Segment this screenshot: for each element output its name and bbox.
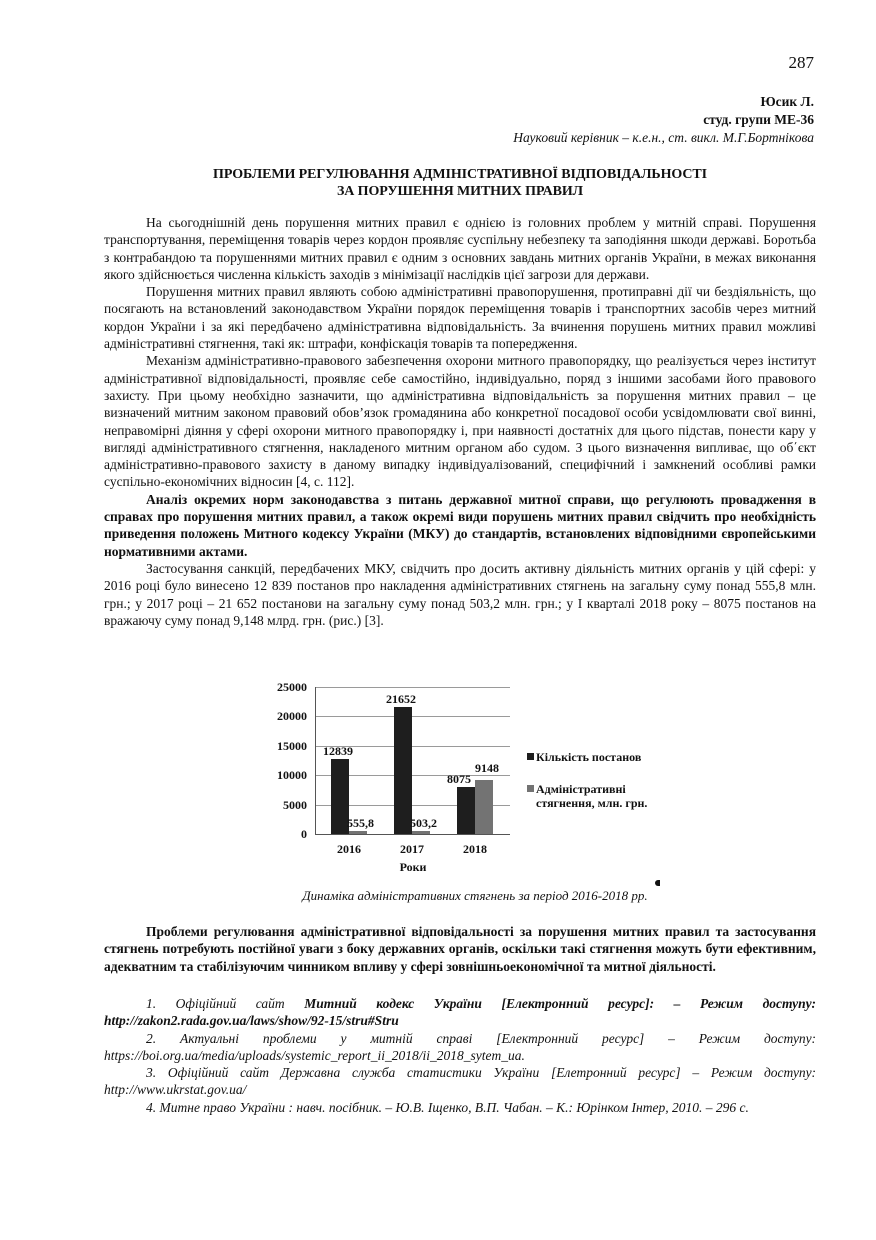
author-name: Юсик Л. xyxy=(760,94,814,109)
paragraph: Механізм адміністративно-правового забезпечення охорони митного правопорядку, що реалізується через інститут адміністративної відповідальності, проявляє себе самостійно, індивідуально, поряд з іншими засобами його правового захисту. При цьому необхідно зазначити, що адміністративна відповідальність за порушення митних правил – це визначений митним законом правовий обов’язок громадянина або конкретної посадової особи усвідомлювати свої винні, неправомірні діяння у сфері охорони митного правопорядку і, при наявності достатніх для цього підстав, понести кару у вигляді адміністративного стягнення, накладеного митним органом або судом. З цього визначення випливає, що об΄єкт адміністративно-правового захисту в даному випадку індивідуалізований, специфічний і замкнений особливі рамки суспільно-економічних відносин [4, с. 112]. xyxy=(104,353,816,490)
reference-link[interactable]: Митний кодекс України [Електронний ресурс]: – Режим доступу: http://zakon2.rada.gov.ua/laws/show/92-15/stru#Stru xyxy=(104,996,816,1029)
chart-legend xyxy=(527,750,656,828)
bar xyxy=(394,707,412,834)
y-tick: 5000 xyxy=(283,798,307,812)
y-tick: 0 xyxy=(301,827,307,841)
references-list xyxy=(104,995,816,1116)
reference-text: 1. Офіційний сайт xyxy=(146,996,305,1011)
gridline xyxy=(315,687,510,688)
y-tick: 25000 xyxy=(277,680,307,694)
paragraph: Порушення митних правил являють собою адміністративні правопорушення, протиправні дії чи бездіяльність, що посягають на встановлений законодавством України порядок переміщення товарів і транспортних засобів через митний кордон України і за які передбачено адміністративна відповідальність. За вчинення порушень митних правил можливі адміністративні стягнення, такі як: штрафи, конфіскація товарів та попередження. xyxy=(104,284,816,352)
bar xyxy=(457,787,475,834)
data-label: 12839 xyxy=(323,744,353,758)
paper-title xyxy=(104,166,816,200)
data-label: 503,2 xyxy=(410,816,437,830)
figure-caption: Динаміка адміністративних стягнень за період 2016-2018 рр. xyxy=(302,888,648,903)
title-line-1: ПРОБЛЕМИ РЕГУЛЮВАННЯ АДМІНІСТРАТИВНОЇ ВІДПОВІДАЛЬНОСТІ xyxy=(213,167,707,182)
legend-item xyxy=(527,782,656,810)
legend-swatch-icon xyxy=(527,753,534,760)
paragraph-emphasis: Аналіз окремих норм законодавства з питань державної митної справи, що регулюють провадження в справах про порушення митних правил, а також окремі види порушень митних правил свідчить про необхідність приведення положень Митного кодексу України (МКУ) до стандартів, встановлених відповідними європейськими нормативними актами. xyxy=(104,491,816,559)
gridline xyxy=(315,716,510,717)
reference-item xyxy=(104,1099,816,1116)
data-label: 21652 xyxy=(386,692,416,706)
conclusion-block xyxy=(104,923,816,975)
x-tick: 2018 xyxy=(463,842,487,856)
supervisor: Науковий керівник – к.е.н., ст. викл. М.Г.Бортнікова xyxy=(513,130,814,145)
reference-text: 4. Митне право України : навч. посібник. – Ю.В. Іщенко, В.П. Чабан. – К.: Юрінком Інтер, 2010. – 296 с. xyxy=(146,1099,749,1115)
x-axis-label: Роки xyxy=(399,860,427,874)
conclusion-paragraph: Проблеми регулювання адміністративної відповідальності за порушення митних правил та застосування стягнень потребують постійної уваги з боку державних органів, оскільки такі стягнення можуть бути ефективним, адекватним та стабілізуючим чинником впливу у сфері зовнішньоекономічної та митної діяльності. xyxy=(104,924,816,974)
paragraph: Застосування санкцій, передбачених МКУ, свідчить про досить активну діяльність митних органів у цій сфері: у 2016 році було винесено 12 839 постанов про накладення адміністративних стягнень на загальну суму понад 555,8 млн. грн.; у 2017 році – 21 652 постанови на загальну суму понад 503,2 млн. грн.; у І кварталі 2018 року – 8075 постанов на вражаючу суму понад 9,148 млрд. грн. (рис.) [3]. xyxy=(104,560,816,628)
bar xyxy=(475,780,493,834)
scan-artifact-mark xyxy=(655,880,660,886)
legend-label: Адміністративні стягнення, млн. грн. xyxy=(536,782,648,810)
legend-swatch-icon xyxy=(527,785,534,792)
x-tick: 2017 xyxy=(400,842,424,856)
x-axis xyxy=(315,834,510,835)
title-line-2: ЗА ПОРУШЕННЯ МИТНИХ ПРАВИЛ xyxy=(336,184,583,199)
legend-item xyxy=(527,750,656,764)
data-label: 9148 xyxy=(475,761,499,775)
author-block xyxy=(513,93,814,147)
data-label: 555,8 xyxy=(347,816,374,830)
reference-item xyxy=(104,1030,816,1065)
reference-text: 2. Актуальні проблеми у митній справі [Електронний ресурс] – Режим доступу: https://boi.org.ua/media/uploads/systemic_report_ii_2018/ii_2018_sytem_ua. xyxy=(104,1030,816,1063)
legend-label: Кількість постанов xyxy=(536,750,642,764)
y-axis xyxy=(315,687,316,834)
data-label: 8075 xyxy=(447,772,471,786)
paragraph: На сьогоднішній день порушення митних правил є однією із головних проблем у митній справі. Порушення транспортування, переміщення товарів через кордон проявляє суспільну небезпеку та заподіяння шкоди державі. Боротьба з контрабандою та порушеннями митних правил є одним з основних завдань митних органів України, в межах виконання якого здійснюється численна кількість заходів з мінімізації наслідків цієї загрози для держави. xyxy=(104,215,816,282)
y-tick: 20000 xyxy=(277,709,307,723)
author-group: студ. групи МЕ-36 xyxy=(703,112,814,127)
page-number: 287 xyxy=(788,53,814,72)
y-tick: 10000 xyxy=(277,768,307,782)
reference-item xyxy=(104,995,816,1030)
reference-text: 3. Офіційний сайт Державна служба статистики України [Елетронний ресурс] – Режим доступу: http://www.ukrstat.gov.ua/ xyxy=(104,1065,816,1098)
body-paragraphs xyxy=(104,214,816,629)
bar xyxy=(412,831,430,834)
bar xyxy=(349,831,367,834)
x-tick: 2016 xyxy=(337,842,361,856)
y-tick: 15000 xyxy=(277,739,307,753)
reference-item xyxy=(104,1064,816,1099)
